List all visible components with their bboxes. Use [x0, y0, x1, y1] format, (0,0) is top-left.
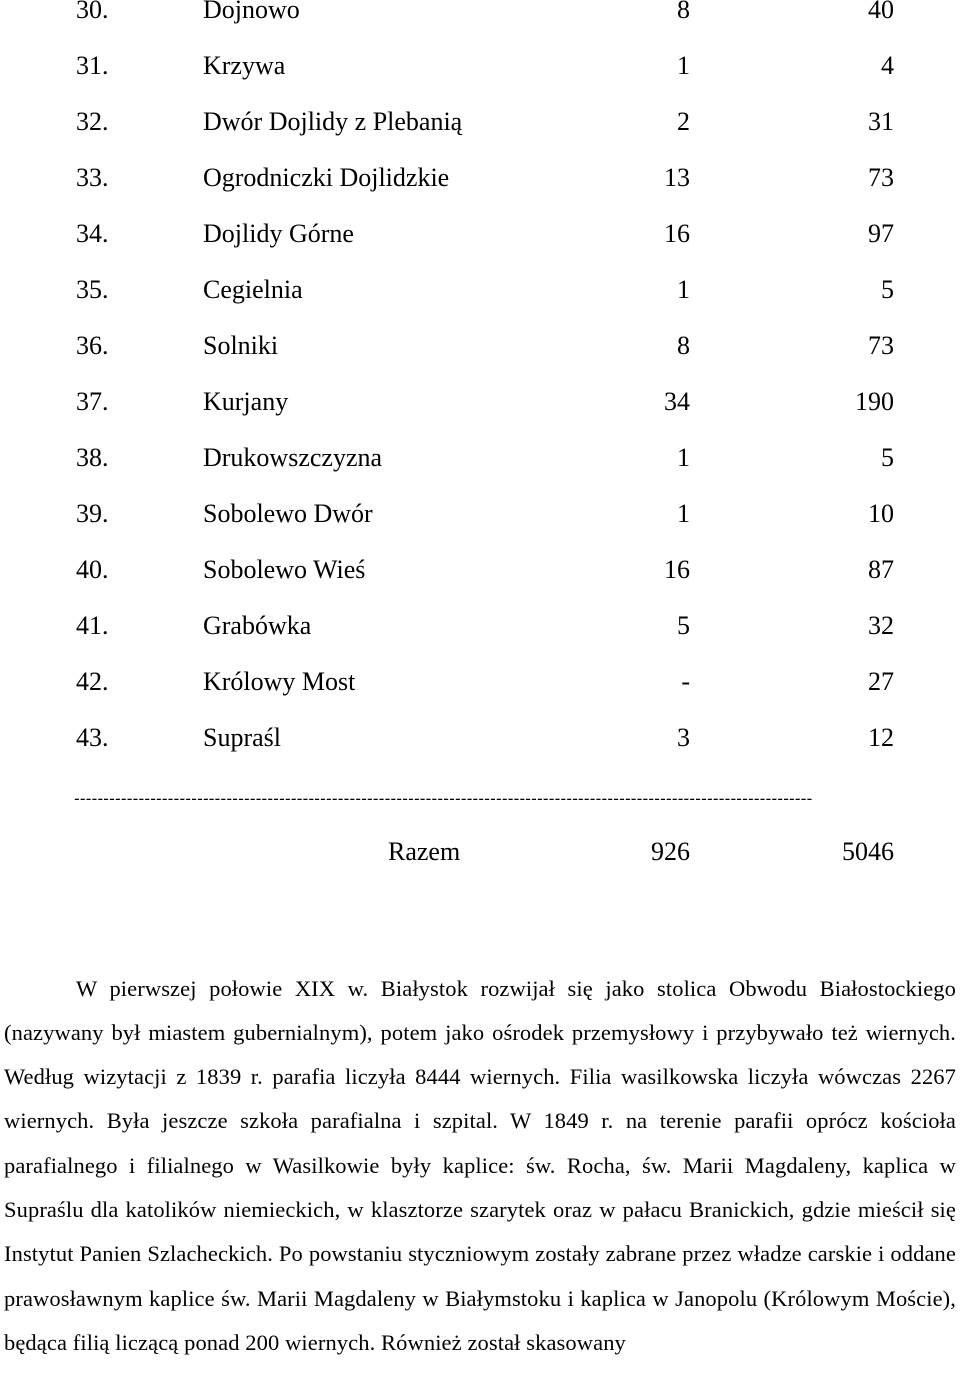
- table-row: [0, 494, 960, 534]
- table-row: [0, 0, 960, 30]
- value-column-2: 12: [868, 723, 894, 752]
- value-column-1: 2: [677, 107, 690, 136]
- value-column-2: 4: [881, 51, 894, 80]
- village-name: Dojlidy Górne: [203, 219, 354, 248]
- table-separator-line: ------------------------------------------------------------------------------------------------------------------------------: [74, 789, 813, 808]
- value-column-1: 5: [677, 611, 690, 640]
- value-column-2: 97: [868, 219, 894, 248]
- table-row: [0, 718, 960, 758]
- village-name: Grabówka: [203, 611, 312, 640]
- table-row: [0, 326, 960, 366]
- row-number: 42.: [76, 667, 109, 696]
- row-number: 38.: [76, 443, 109, 472]
- table-row: [0, 270, 960, 310]
- value-column-1: 16: [664, 219, 690, 248]
- total-row: [0, 832, 960, 872]
- value-column-2: 40: [868, 0, 894, 24]
- row-number: 35.: [76, 275, 109, 304]
- village-name: Ogrodniczki Dojlidzkie: [203, 163, 450, 192]
- total-value-column-1: 926: [651, 837, 690, 866]
- value-column-2: 27: [868, 667, 894, 696]
- value-column-2: 73: [868, 331, 894, 360]
- table-row: [0, 158, 960, 198]
- table-row: [0, 46, 960, 86]
- table-row: [0, 382, 960, 422]
- row-number: 39.: [76, 499, 109, 528]
- value-column-1: 1: [677, 443, 690, 472]
- value-column-1: 34: [664, 387, 690, 416]
- value-column-2: 32: [868, 611, 894, 640]
- value-column-1: 8: [677, 331, 690, 360]
- village-name: Solniki: [203, 331, 279, 360]
- village-name: Drukowszczyzna: [203, 443, 383, 472]
- village-name: Krzywa: [203, 51, 286, 80]
- body-paragraph: W pierwszej połowie XIX w. Białystok rozwijał się jako stolica Obwodu Białostockiego (nazywany był miastem gubernialnym), potem jako ośrodek przemysłowy i przybywało też wiernych. Według wizytacji z 1839 r. parafia liczyła 8444 wiernych. Filia wasilkowska liczyła wówczas 2267 wiernych. Była jeszcze szkoła parafialna i szpital. W 1849 r. na terenie parafii oprócz kościoła parafialnego i filialnego w Wasilkowie były kaplice: św. Rocha, św. Marii Magdaleny, kaplica w Supraślu dla katolików niemieckich, w klasztorze szarytek oraz w pałacu Branickich, gdzie mieścił się Instytut Panien Szlacheckich. Po powstaniu styczniowym zostały zabrane przez władze carskie i oddane prawosławnym kaplice św. Marii Magdaleny w Białymstoku i kaplica w Janopolu (Królowym Moście), będąca filią liczącą ponad 200 wiernych. Również został skasowany: [4, 975, 956, 1355]
- row-number: 37.: [76, 387, 109, 416]
- village-name: Kurjany: [203, 387, 289, 416]
- village-name: Dojnowo: [203, 0, 300, 24]
- row-number: 30.: [76, 0, 109, 24]
- value-column-2: 73: [868, 163, 894, 192]
- table-row: [0, 606, 960, 646]
- value-column-1: 3: [677, 723, 690, 752]
- value-column-2: 10: [868, 499, 894, 528]
- value-column-1: 1: [677, 51, 690, 80]
- village-name: Dwór Dojlidy z Plebanią: [203, 107, 463, 136]
- village-name: Królowy Most: [203, 667, 356, 696]
- value-column-1: 1: [677, 275, 690, 304]
- value-column-2: 5: [881, 443, 894, 472]
- village-name: Supraśl: [203, 723, 281, 752]
- row-number: 41.: [76, 611, 109, 640]
- total-label: Razem: [388, 837, 461, 866]
- value-column-1: 16: [664, 555, 690, 584]
- value-column-1: 13: [664, 163, 690, 192]
- value-column-1: -: [681, 667, 690, 696]
- row-number: 40.: [76, 555, 109, 584]
- row-number: 43.: [76, 723, 109, 752]
- value-column-2: 5: [881, 275, 894, 304]
- value-column-1: 1: [677, 499, 690, 528]
- table-row: [0, 438, 960, 478]
- row-number: 36.: [76, 331, 109, 360]
- value-column-2: 87: [868, 555, 894, 584]
- row-number: 34.: [76, 219, 109, 248]
- row-number: 33.: [76, 163, 109, 192]
- village-name: Sobolewo Dwór: [203, 499, 373, 528]
- village-name: Sobolewo Wieś: [203, 555, 366, 584]
- total-value-column-2: 5046: [842, 837, 894, 866]
- table-row: [0, 214, 960, 254]
- table-row: [0, 102, 960, 142]
- value-column-2: 190: [855, 387, 894, 416]
- value-column-1: 8: [677, 0, 690, 24]
- table-row: [0, 662, 960, 702]
- table-row: [0, 550, 960, 590]
- row-number: 32.: [76, 107, 109, 136]
- row-number: 31.: [76, 51, 109, 80]
- village-name: Cegielnia: [203, 275, 303, 304]
- value-column-2: 31: [868, 107, 894, 136]
